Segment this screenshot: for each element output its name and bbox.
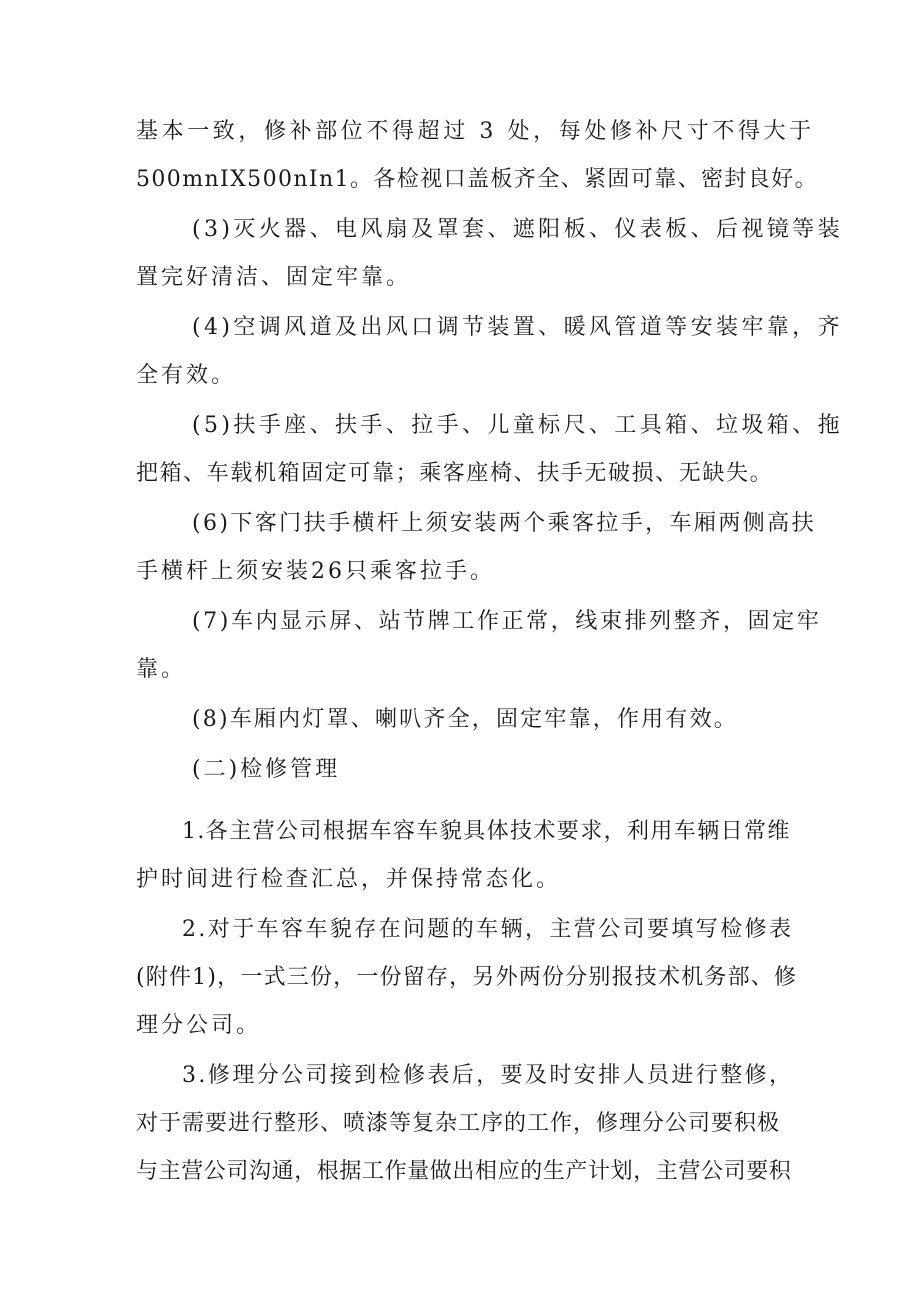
text-line: (3)灭火器、电风扇及罩套、遮阳板、仪表板、后视镜等装 bbox=[192, 217, 843, 242]
text-line: 对于需要进行整形、喷漆等复杂工序的工作，修理分公司要积极 bbox=[136, 1111, 781, 1136]
text-line: 手横杆上须安装26只乘客拉手。 bbox=[136, 559, 495, 584]
text-line: 与主营公司沟通，根据工作量做出相应的生产计划，主营公司要积 bbox=[136, 1159, 792, 1184]
text-line: 基本一致，修补部位不得超过 3 处，每处修补尺寸不得大于 bbox=[136, 119, 815, 144]
paragraph-item-5 bbox=[136, 402, 843, 498]
text-line: (7)车内显示屏、站节牌工作正常，线束排列整齐，固定牢 bbox=[192, 609, 822, 634]
paragraph-item-3 bbox=[136, 206, 843, 302]
text-line: (附件1)，一式三份，一份留存，另外两份分别报技术机务部、修 bbox=[136, 965, 798, 990]
paragraph-continued bbox=[136, 108, 818, 204]
text-line: 理分公司。 bbox=[136, 1013, 262, 1038]
text-line: (4)空调风道及出风口调节装置、暖风管道等安装牢靠，齐 bbox=[192, 315, 843, 340]
paragraph-item-4 bbox=[136, 304, 843, 400]
paragraph-rule-1 bbox=[136, 808, 796, 904]
text-line: (6)下客门扶手横杆上须安装两个乘客拉手，车厢两侧高扶 bbox=[192, 511, 816, 536]
text-line: 靠。 bbox=[136, 657, 187, 682]
text-line: 500mnIX500nIn1。各检视口盖板齐全、紧固可靠、密封良好。 bbox=[136, 167, 818, 192]
section-heading bbox=[192, 746, 796, 794]
text-line: 1.各主营公司根据车容车貌具体技术要求，利用车辆日常维 bbox=[182, 819, 791, 844]
text-line: (8)车厢内灯罩、喇叭齐全，固定牢靠，作用有效。 bbox=[192, 707, 738, 732]
text-line: 全有效。 bbox=[136, 363, 237, 388]
paragraph-item-8 bbox=[192, 696, 796, 744]
text-line: 把箱、车载机箱固定可靠；乘客座椅、扶手无破损、无缺失。 bbox=[136, 461, 774, 486]
paragraph-item-6 bbox=[136, 500, 816, 596]
paragraph-item-7 bbox=[136, 598, 822, 694]
paragraph-rule-2 bbox=[136, 906, 798, 1050]
section-title: (二)检修管理 bbox=[192, 757, 341, 782]
text-line: 2.对于车容车貌存在问题的车辆，主营公司要填写检修表 bbox=[182, 917, 794, 942]
text-line: (5)扶手座、扶手、拉手、儿童标尺、工具箱、垃圾箱、拖 bbox=[192, 413, 843, 438]
text-line: 护时间进行检查汇总，并保持常态化。 bbox=[136, 867, 562, 892]
text-line: 置完好清洁、固定牢靠。 bbox=[136, 265, 412, 290]
paragraph-rule-3 bbox=[136, 1052, 796, 1196]
text-line: 3.修理分公司接到检修表后，要及时安排人员进行整修， bbox=[182, 1063, 794, 1088]
